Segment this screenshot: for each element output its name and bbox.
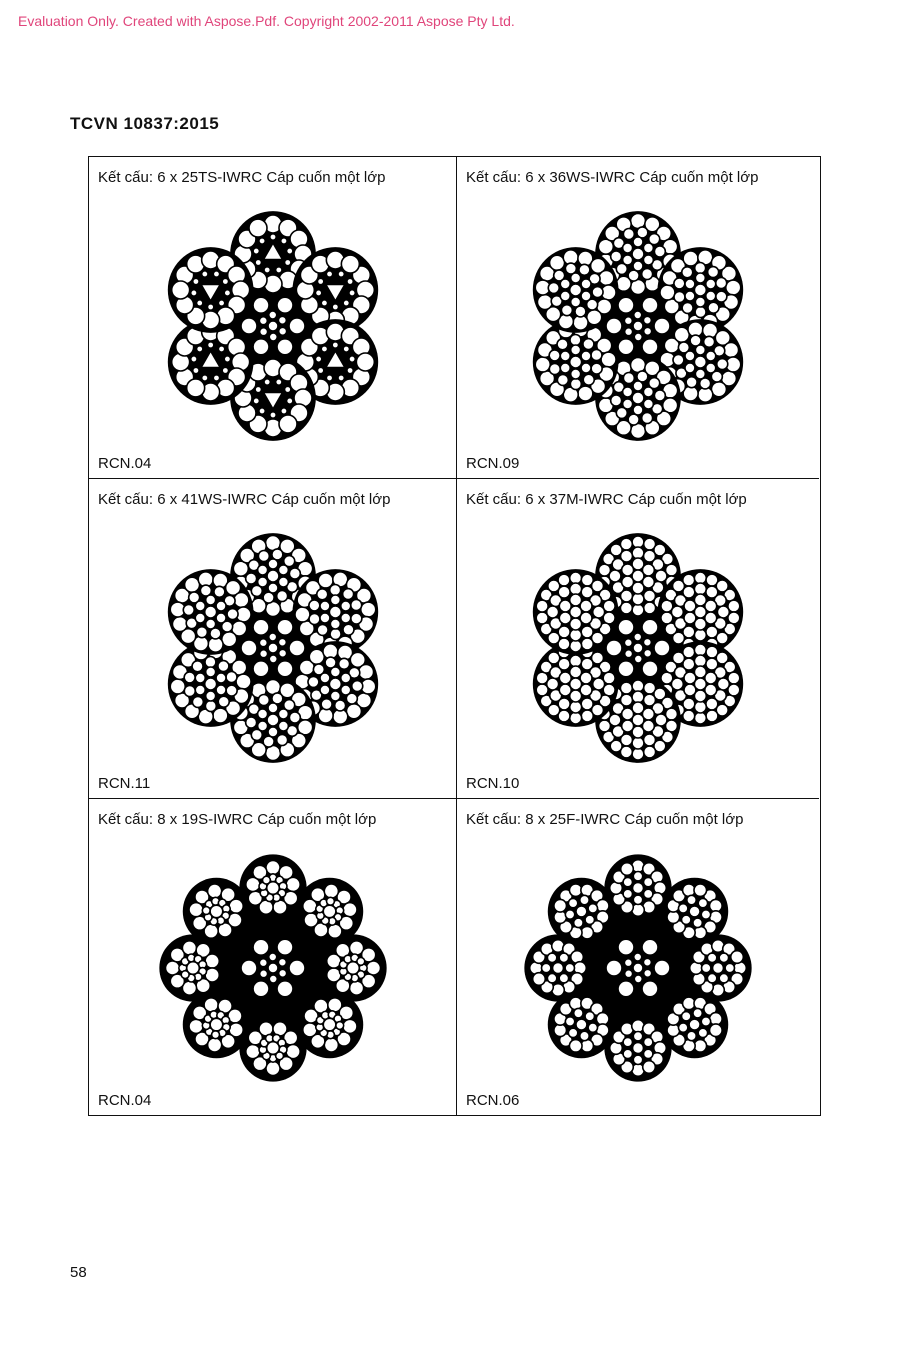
table-cell xyxy=(89,157,457,479)
table-cell xyxy=(457,157,819,479)
rope-code: RCN.04 xyxy=(98,1092,152,1109)
table-cell xyxy=(457,799,819,1115)
table-cell xyxy=(89,479,457,799)
rope-cross-section-image xyxy=(148,523,398,773)
rope-cross-section-image xyxy=(148,843,398,1093)
rope-cross-section-image xyxy=(148,201,398,451)
construction-caption: Kết cấu: 8 x 19S-IWRC Cáp cuốn một lớp xyxy=(98,811,377,828)
rope-code: RCN.04 xyxy=(98,455,152,472)
construction-caption: Kết cấu: 8 x 25F-IWRC Cáp cuốn một lớp xyxy=(466,811,744,828)
construction-caption: Kết cấu: 6 x 25TS-IWRC Cáp cuốn một lớp xyxy=(98,169,386,186)
table-cell xyxy=(457,479,819,799)
rope-cross-section-image xyxy=(513,523,763,773)
rope-cross-section-image xyxy=(513,843,763,1093)
construction-caption: Kết cấu: 6 x 37M-IWRC Cáp cuốn một lớp xyxy=(466,491,747,508)
rope-cross-section-image xyxy=(513,201,763,451)
rope-code: RCN.10 xyxy=(466,775,520,792)
rope-code: RCN.09 xyxy=(466,455,520,472)
standard-code-header: TCVN 10837:2015 xyxy=(70,114,220,133)
page-number: 58 xyxy=(70,1264,87,1281)
rope-construction-table xyxy=(88,156,821,1116)
rope-code: RCN.06 xyxy=(466,1092,520,1109)
watermark-text: Evaluation Only. Created with Aspose.Pdf. Copyright 2002-2011 Aspose Pty Ltd. xyxy=(18,13,515,29)
rope-code: RCN.11 xyxy=(98,775,151,792)
construction-caption: Kết cấu: 6 x 41WS-IWRC Cáp cuốn một lớp xyxy=(98,491,391,508)
table-cell xyxy=(89,799,457,1115)
construction-caption: Kết cấu: 6 x 36WS-IWRC Cáp cuốn một lớp xyxy=(466,169,759,186)
